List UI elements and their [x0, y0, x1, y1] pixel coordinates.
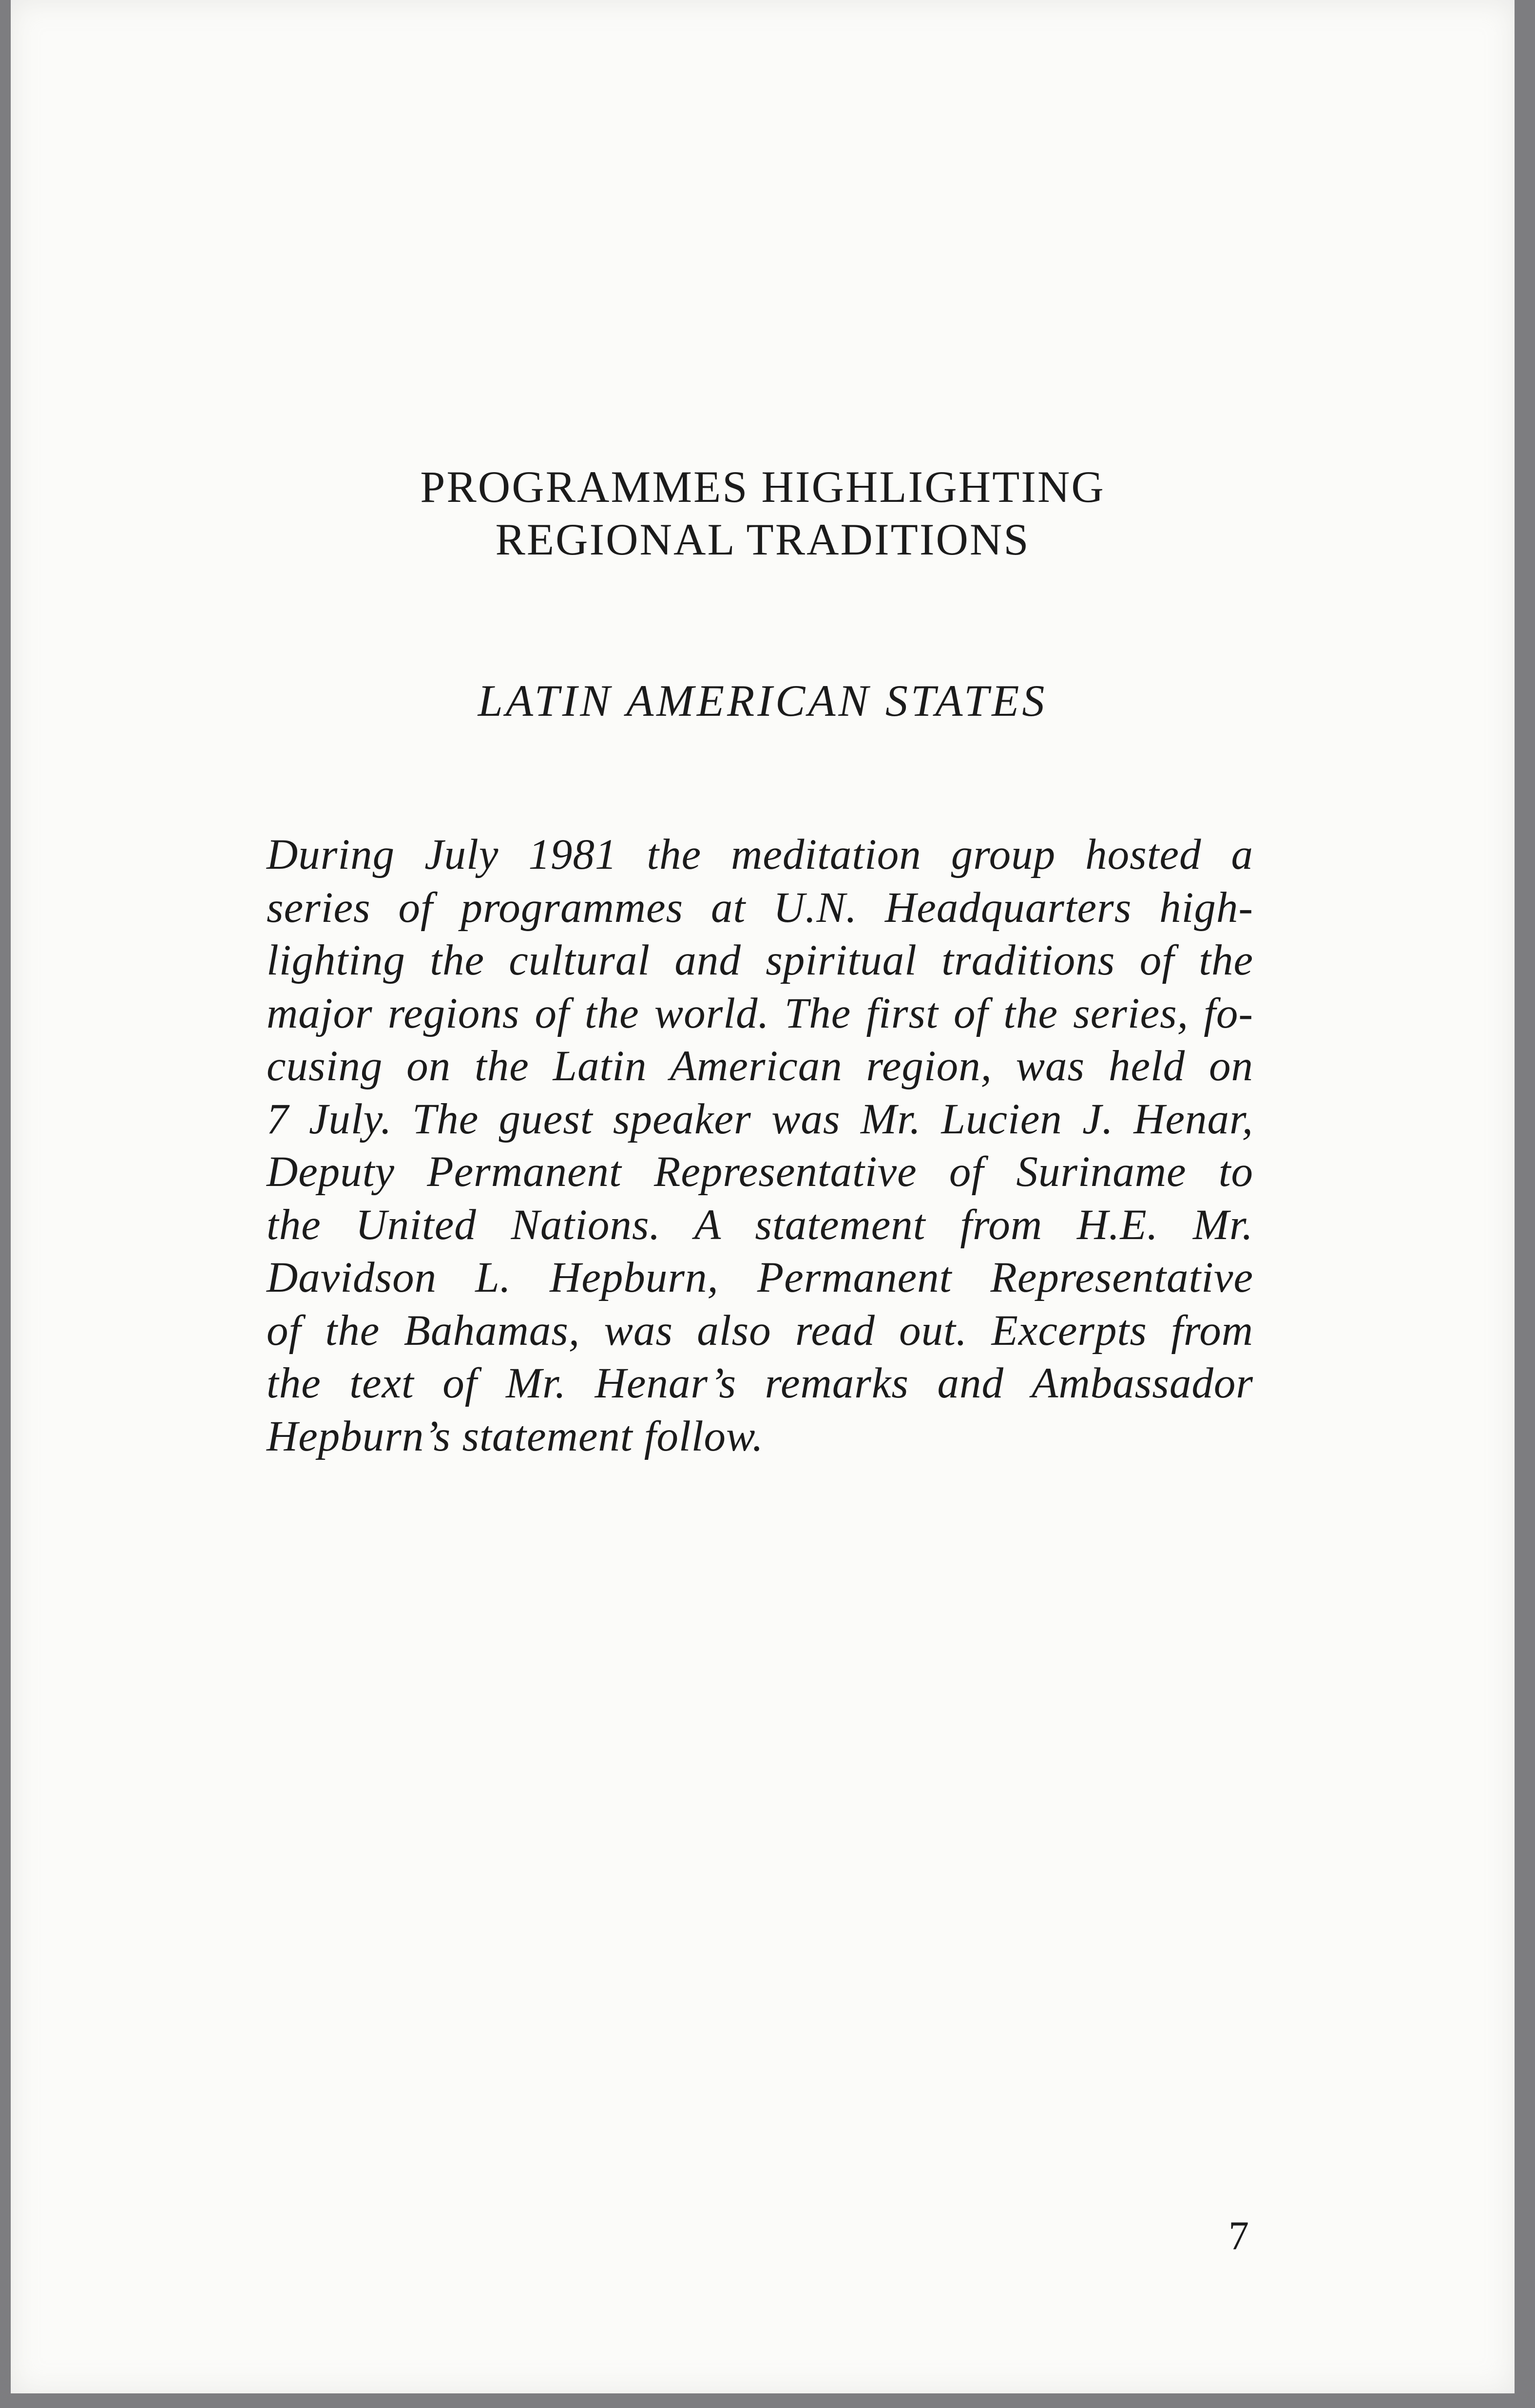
section-title: LATIN AMERICAN STATES [478, 676, 1048, 726]
paragraph-line: During July 1981 the meditation group hosted a [267, 831, 1253, 879]
body-paragraph [267, 828, 1253, 1463]
paragraph-line: series of programmes at U.N. Headquarters high- [267, 883, 1253, 932]
paragraph-line: the text of Mr. Henar’s remarks and Ambassador [267, 1359, 1253, 1407]
paragraph-line: 7 July. The guest speaker was Mr. Lucien J. Henar, [267, 1095, 1253, 1143]
paragraph-line: Deputy Permanent Representative of Suriname to [267, 1148, 1253, 1196]
page-number: 7 [1228, 2213, 1249, 2258]
heading-line-1: PROGRAMMES HIGHLIGHTING [420, 462, 1105, 512]
document-page [11, 0, 1515, 2393]
paragraph-line: cusing on the Latin American region, was held on [267, 1042, 1253, 1090]
paragraph-line: Hepburn’s statement follow. [267, 1412, 764, 1460]
paragraph-line: lighting the cultural and spiritual traditions of the [267, 936, 1253, 984]
paragraph-line: of the Bahamas, was also read out. Excerpts from [267, 1306, 1253, 1355]
heading-line-2: REGIONAL TRADITIONS [495, 515, 1030, 564]
paragraph-line: the United Nations. A statement from H.E. Mr. [267, 1201, 1253, 1249]
paragraph-line: Davidson L. Hepburn, Permanent Representative [267, 1254, 1253, 1301]
page-heading [11, 460, 1515, 566]
paragraph-line: major regions of the world. The first of the series, fo- [267, 989, 1253, 1037]
scan-border [0, 2393, 1535, 2408]
